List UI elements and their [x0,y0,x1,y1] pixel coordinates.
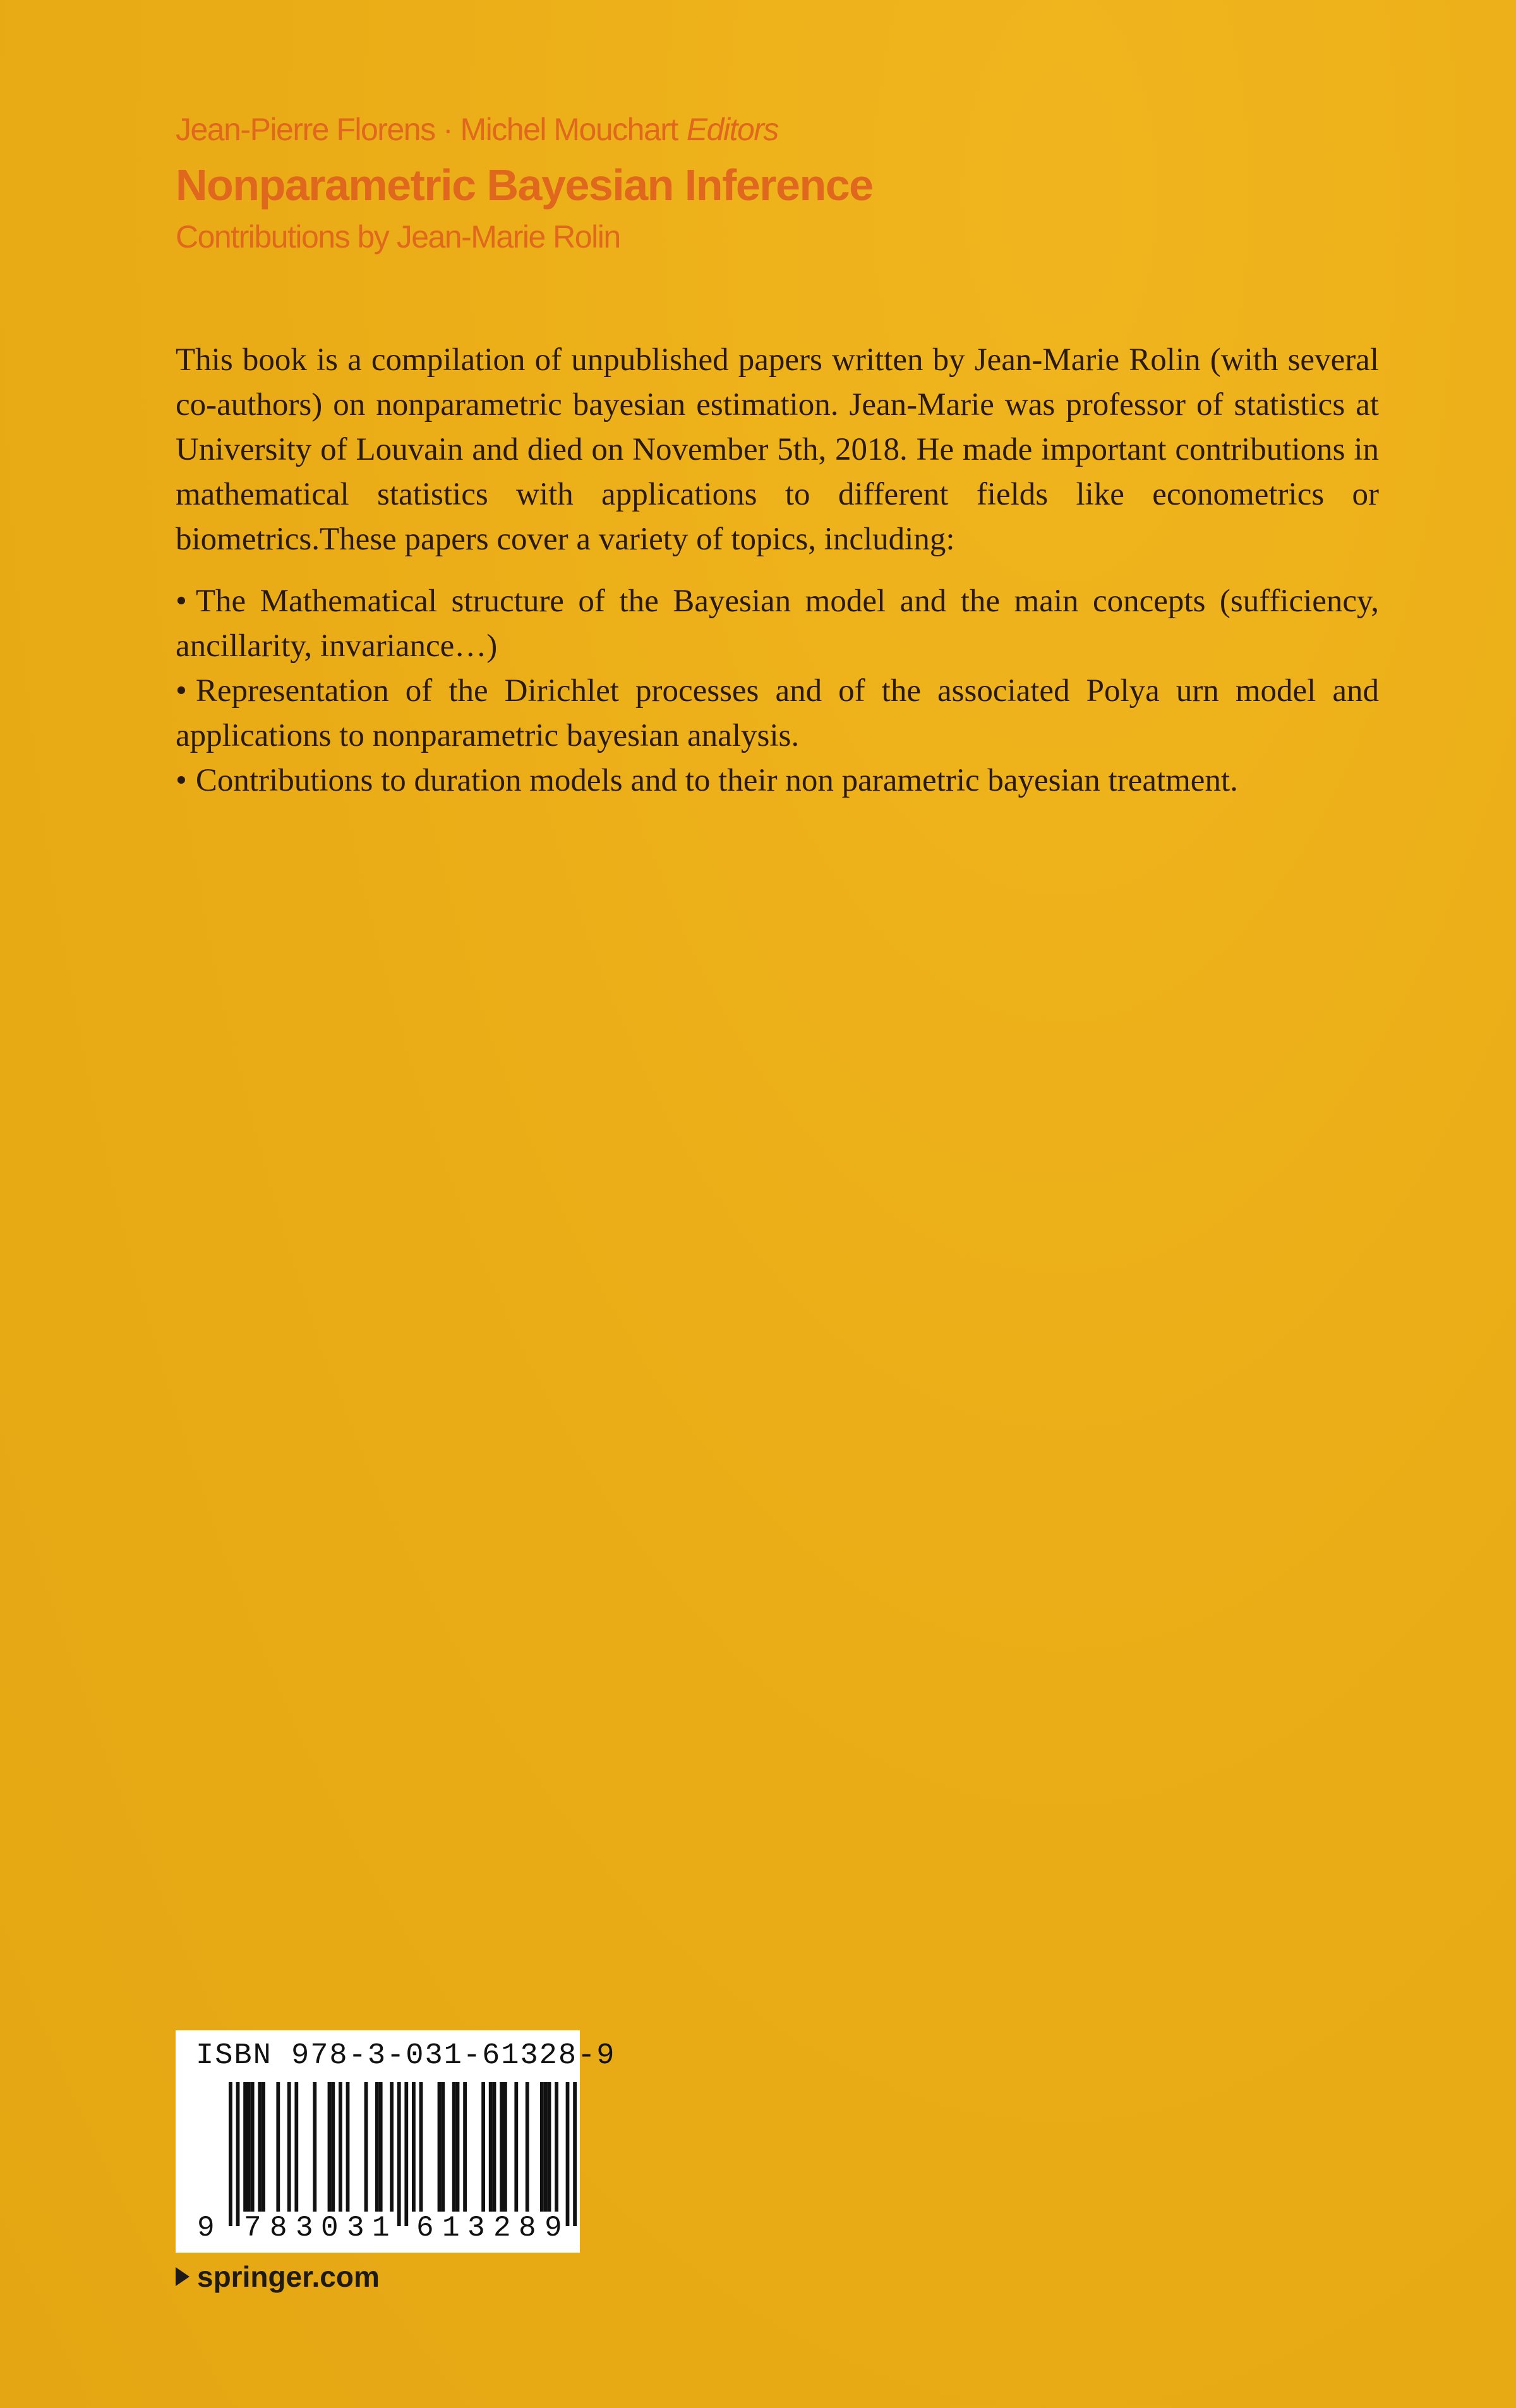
barcode-bar [276,2082,280,2212]
topic-item [176,758,1379,803]
bullet-icon: • [176,673,187,709]
barcode-bar [503,2082,507,2212]
barcode-digit: 9 [197,2212,215,2244]
topic-list [176,579,1379,803]
barcode-bar [419,2082,423,2212]
barcode-bar [412,2082,416,2212]
book-title: Nonparametric Bayesian Inference [176,160,873,210]
isbn-label: ISBN 978-3-031-61328-9 [196,2039,616,2073]
barcode-digit: 0 [321,2212,339,2244]
barcode-digit: 3 [347,2212,364,2244]
back-cover-blurb [176,338,1379,803]
barcode-bar [251,2082,255,2212]
barcode-bar [331,2082,335,2212]
blurb-intro: This book is a compilation of unpublished papers written by Jean-Marie Rolin (with several co-authors) on nonparametric bayesian estimation. Jean-Marie was professor of statistics at University of Louvain and died on November 5th, 2018. He made important contributions in mathematical statistics with applications to different fields like econometrics or biometrics.These papers cover a variety of topics, including: [176,342,1379,557]
editors-line [176,107,1376,152]
barcode-bar [526,2082,529,2212]
barcode-bar [375,2082,379,2212]
barcode-guard-bar [229,2082,232,2226]
barcode-digit: 8 [519,2212,536,2244]
barcode-bar [379,2082,383,2212]
barcode-bar [544,2082,548,2212]
barcode-digit: 2 [493,2212,511,2244]
barcode-digit: 1 [372,2212,390,2244]
barcode-digit: 7 [244,2212,262,2244]
barcode-guard-bar [397,2082,401,2226]
barcode-bar [514,2082,518,2212]
barcode-bar [548,2082,551,2212]
barcode-bar [346,2082,350,2212]
barcode-digit: 9 [544,2212,562,2244]
barcode-bar [500,2082,503,2212]
barcode-bar [481,2082,485,2212]
topic-text: Representation of the Dirichlet processes and of the associated Polya urn model and applications to nonparametric bayesian analysis. [176,673,1379,753]
publisher-url: springer.com [197,2260,380,2293]
barcode-digit: 3 [467,2212,485,2244]
topic-text: The Mathematical structure of the Bayesian model and the main concepts (sufficiency, ancillarity, invariance…) [176,584,1379,664]
barcode-bar [258,2082,262,2212]
triangle-arrow-icon [176,2267,190,2286]
barcode-bar [555,2082,558,2212]
barcode-digit: 1 [442,2212,460,2244]
barcode-bar [328,2082,332,2212]
barcode-bar [390,2082,394,2212]
barcode-bar [243,2082,247,2212]
topic-text: Contributions to duration models and to their non parametric bayesian treatment. [195,763,1238,798]
editors-role: Editors [686,112,778,147]
barcode-bar [456,2082,460,2212]
bullet-icon: • [176,584,187,619]
barcode-bar [364,2082,368,2212]
barcode-bar [262,2082,265,2212]
barcode-bar [493,2082,496,2212]
barcode-bar [463,2082,467,2212]
barcode-guard-bar [573,2082,577,2226]
barcode-bar [452,2082,456,2212]
barcode-bar [441,2082,445,2212]
bullet-icon: • [176,763,187,798]
barcode-guard-bar [404,2082,408,2226]
barcode-digit: 6 [416,2212,434,2244]
barcode-bar [247,2082,251,2212]
barcode-digit: 3 [296,2212,313,2244]
barcode-bar [339,2082,342,2212]
barcode-bar [489,2082,493,2212]
barcode-bar [313,2082,316,2212]
barcode-bar [540,2082,544,2212]
topic-item [176,579,1379,669]
barcode-digit: 8 [270,2212,287,2244]
barcode-guard-bar [566,2082,570,2226]
barcode-bar [438,2082,442,2212]
contributions-line: Contributions by Jean-Marie Rolin [176,219,620,255]
barcode-bar [294,2082,298,2212]
topic-item [176,669,1379,758]
isbn-barcode [176,2030,616,2253]
barcode-guard-bar [236,2082,240,2226]
publisher-link[interactable] [176,2260,380,2294]
cover-header [176,107,1376,258]
barcode-bar [287,2082,291,2212]
editors-names: Jean-Pierre Florens · Michel Mouchart [176,112,678,147]
